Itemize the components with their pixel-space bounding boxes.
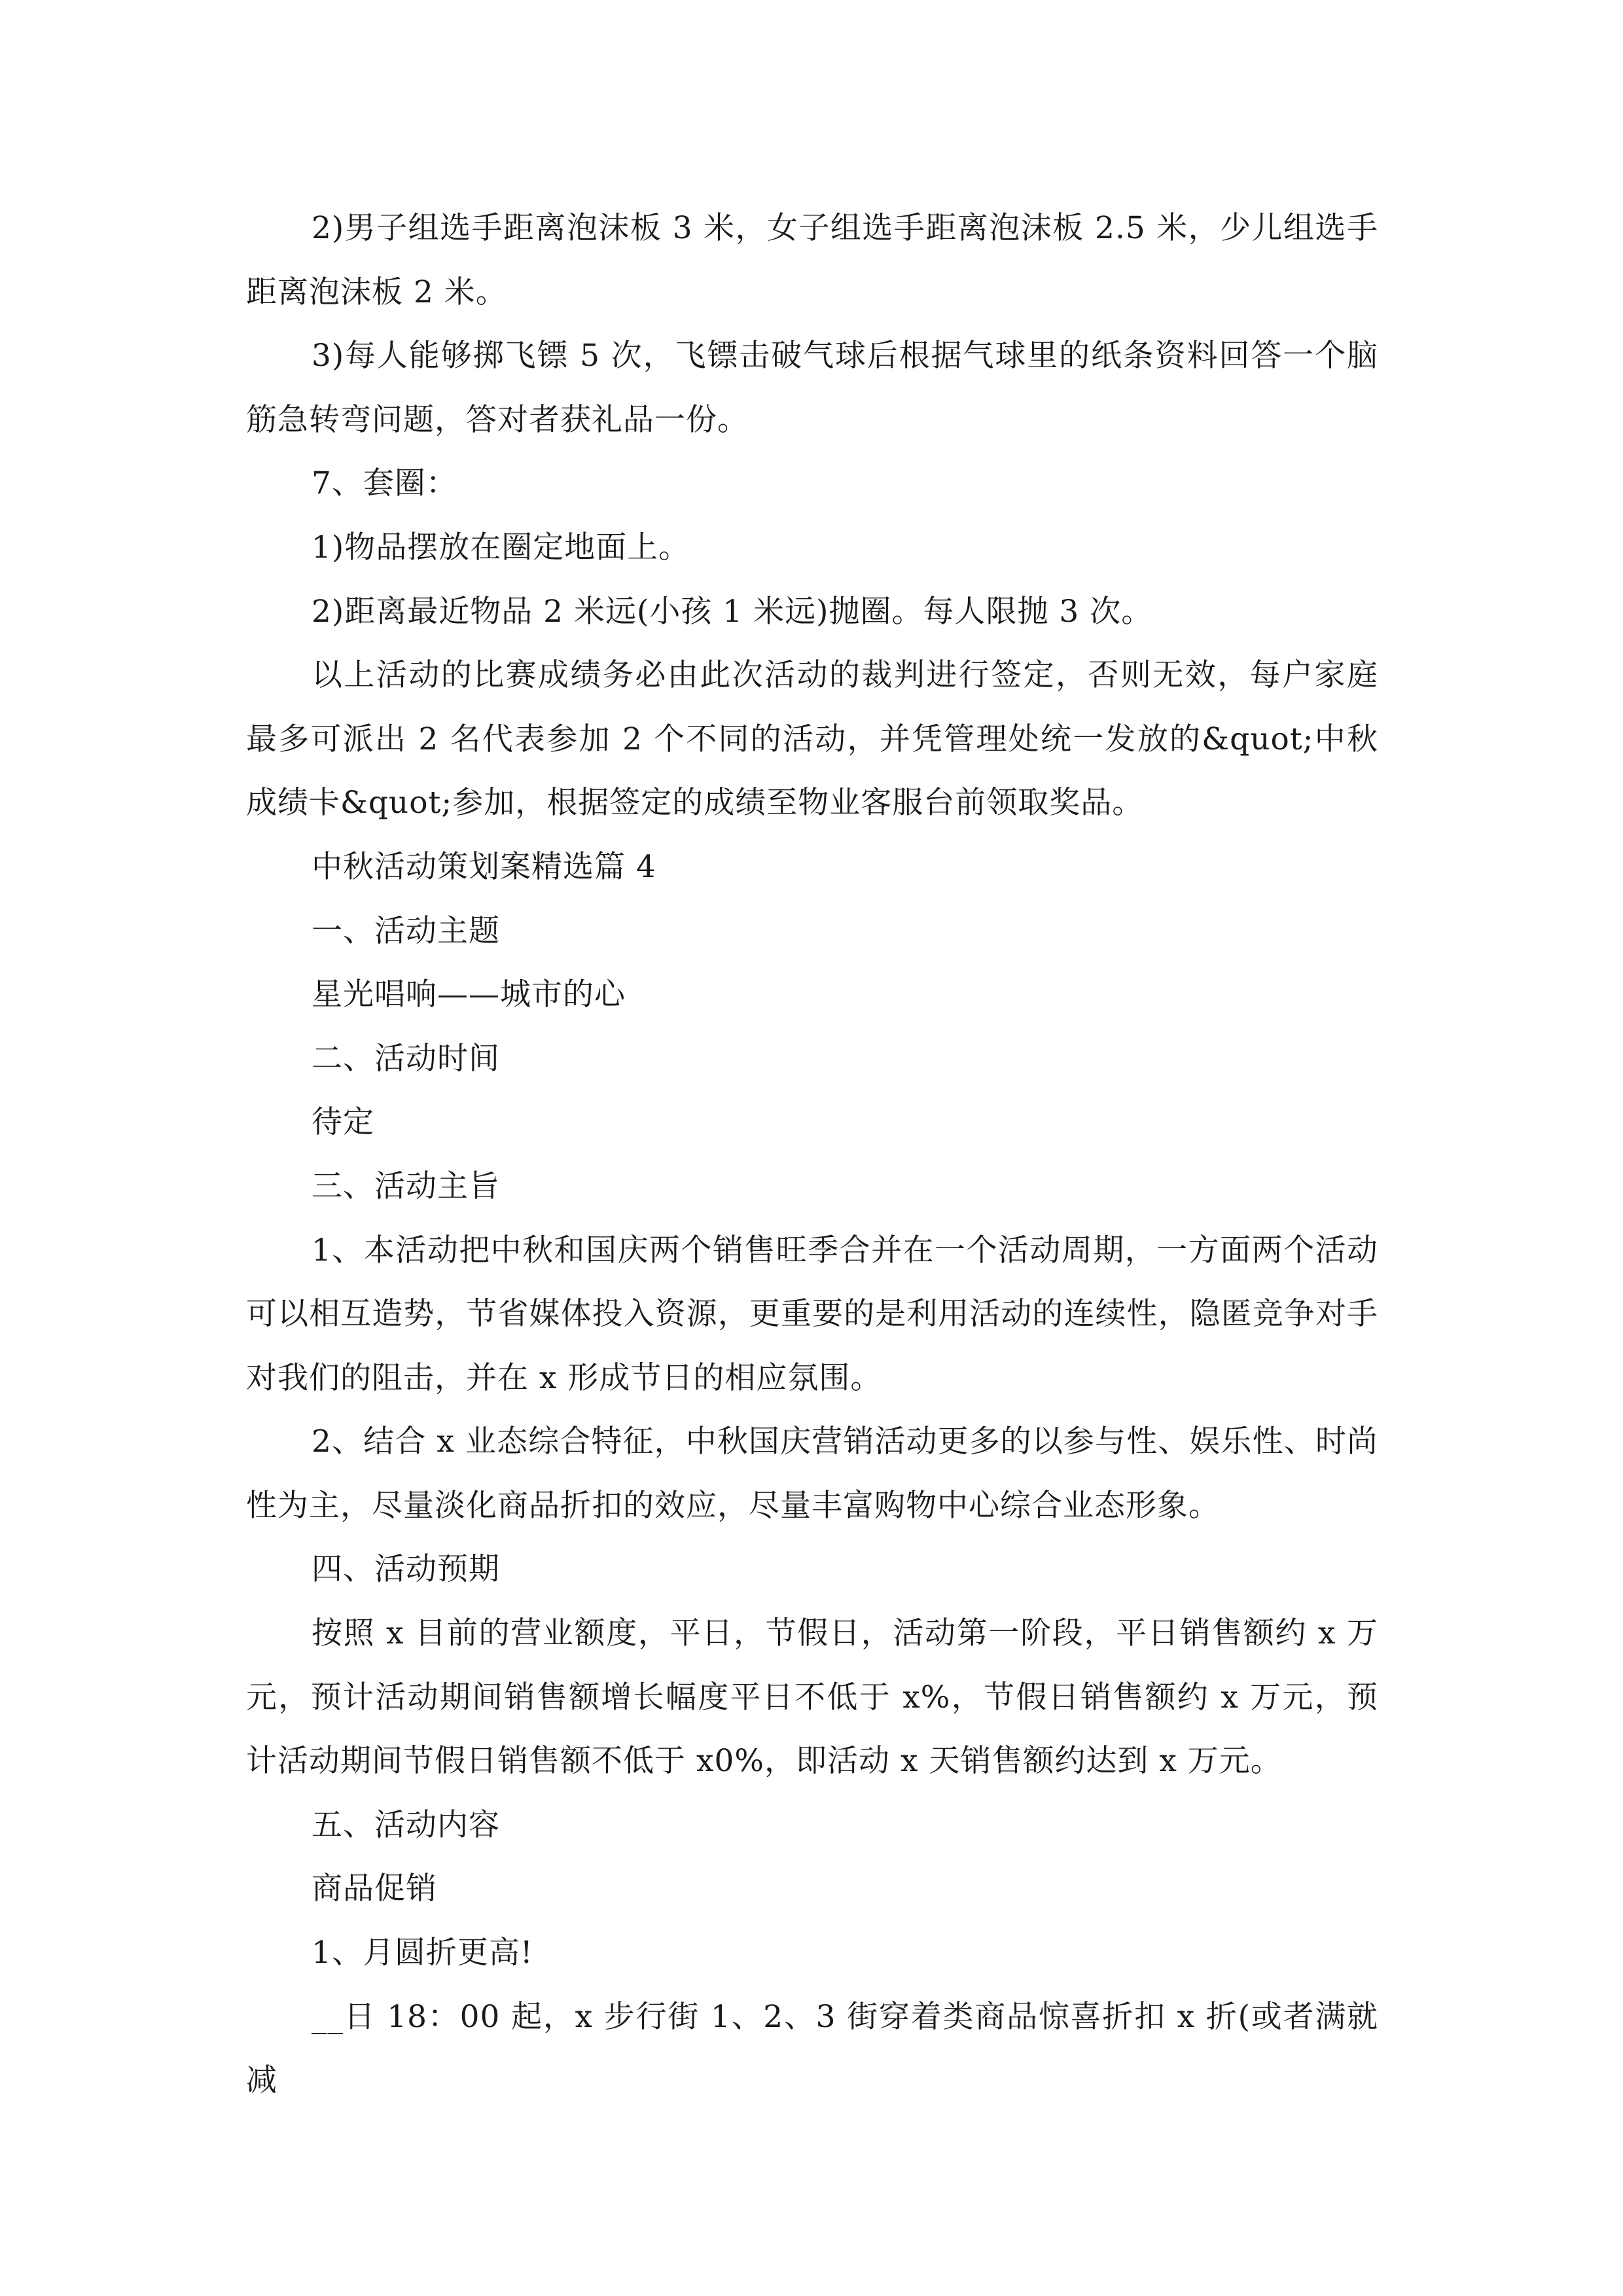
paragraph-theme-value: 星光唱响——城市的心 <box>312 977 626 1013</box>
paragraph-ring-toss-items: 1)物品摆放在圈定地面上。 <box>312 529 690 565</box>
document-body <box>246 196 1378 2113</box>
paragraph-expectation: 按照 x 目前的营业额度，平日，节假日，活动第一阶段，平日销售额约 x 万元，预计活动期间销售额增长幅度平日不低于 x%，节假日销售额约 x 万元，预计活动期间节假日销售额不低于 x0%，即活动 x 天销售额约达到 x 万元。 <box>246 1615 1378 1780</box>
heading-activity-theme: 一、活动主题 <box>312 912 500 949</box>
paragraph-purpose-1: 1、本活动把中秋和国庆两个销售旺季合并在一个活动周期，一方面两个活动可以相互造势，节省媒体投入资源，更重要的是利用活动的连续性，隐匿竞争对手对我们的阻击，并在 x 形成节日的相应氛围。 <box>246 1232 1378 1396</box>
paragraph-ring-toss-distance: 2)距离最近物品 2 米远(小孩 1 米远)抛圈。每人限抛 3 次。 <box>312 593 1153 630</box>
section-title-plan-4: 中秋活动策划案精选篇 4 <box>312 848 656 885</box>
heading-activity-content: 五、活动内容 <box>312 1806 500 1843</box>
heading-activity-expectation: 四、活动预期 <box>312 1551 500 1588</box>
heading-activity-purpose: 三、活动主旨 <box>312 1168 500 1204</box>
paragraph-foam-board-distance: 2)男子组选手距离泡沫板 3 米，女子组选手距离泡沫板 2.5 米，少儿组选手距离泡沫板 2 米。 <box>246 210 1378 310</box>
paragraph-dart-throws: 3)每人能够掷飞镖 5 次，飞镖击破气球后根据气球里的纸条资料回答一个脑筋急转弯问题，答对者获礼品一份。 <box>246 338 1378 438</box>
heading-activity-time: 二、活动时间 <box>312 1040 500 1077</box>
paragraph-discount-details: __日 18：00 起，x 步行街 1、2、3 街穿着类商品惊喜折扣 x 折(或者满就减 <box>246 1998 1378 2099</box>
heading-ring-toss: 7、套圈： <box>312 465 457 502</box>
heading-moon-discount: 1、月圆折更高! <box>312 1935 533 1971</box>
paragraph-results-rules: 以上活动的比赛成绩务必由此次活动的裁判进行签定，否则无效，每户家庭最多可派出 2 名代表参加 2 个不同的活动，并凭管理处统一发放的&quot;中秋成绩卡&quot;参加，根据签定的成绩至物业客服台前领取奖品。 <box>246 657 1378 821</box>
paragraph-time-value: 待定 <box>312 1104 374 1141</box>
paragraph-product-promotion: 商品促销 <box>312 1871 437 1907</box>
paragraph-purpose-2: 2、结合 x 业态综合特征，中秋国庆营销活动更多的以参与性、娱乐性、时尚性为主，尽量淡化商品折扣的效应，尽量丰富购物中心综合业态形象。 <box>246 1424 1378 1524</box>
